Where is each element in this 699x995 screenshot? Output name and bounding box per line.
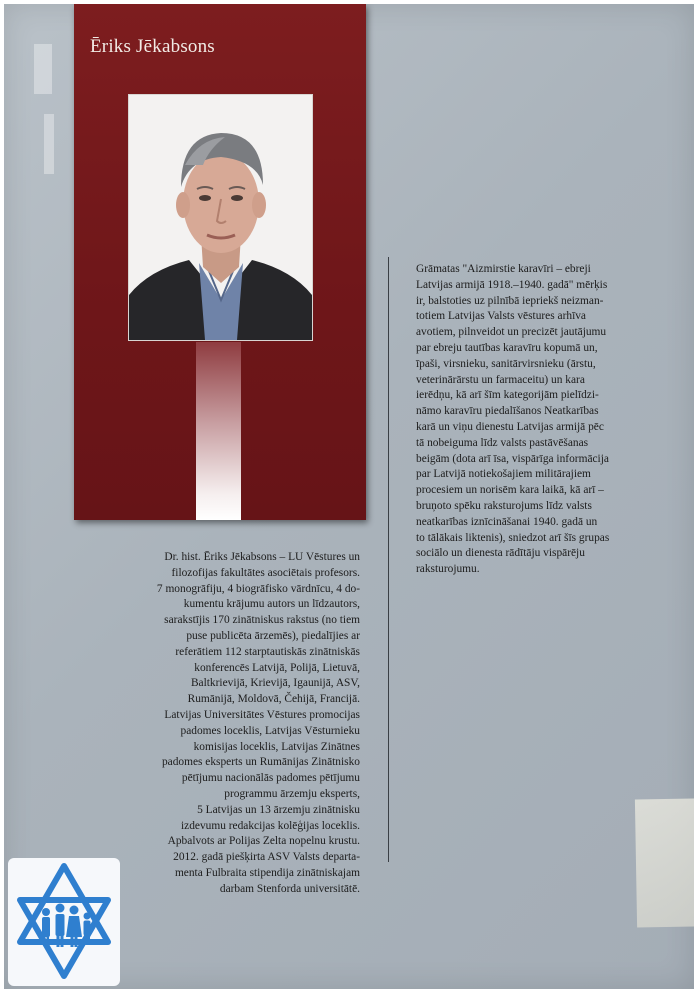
- decorative-gradient-bar: [196, 342, 241, 520]
- description-line: procesiem un norisēm kara laikā, kā arī –: [416, 484, 604, 497]
- bio-line: konferencēs Latvijā, Polijā, Lietuvā,: [194, 661, 360, 674]
- description-line: īpaši, virsnieku, sanitārvirsnieku (ārstu,: [416, 357, 596, 370]
- bio-line: komisijas loceklis, Latvijas Zinātnes: [193, 740, 360, 753]
- bio-line: Baltkrievijā, Krievijā, Igaunijā, ASV,: [190, 677, 360, 690]
- star-of-david-family-logo: [8, 858, 120, 986]
- bio-line: Rumānijā, Moldovā, Čehijā, Francijā.: [187, 693, 360, 706]
- bio-line: darbam Stenforda universitātē.: [219, 882, 360, 895]
- bio-line: 2012. gadā piešķirta ASV Valsts departa-: [173, 851, 360, 864]
- bio-line: kumentu krājumu autors un līdzautors,: [183, 598, 360, 611]
- description-line: neatkarības iznīcināšanai 1940. gadā un: [416, 515, 598, 528]
- bio-line: Latvijas Universitātes Vēstures promocijas: [164, 708, 360, 721]
- description-line: avotiem, pilnveidot un precizēt jautājumu: [416, 326, 607, 339]
- star-of-david-icon: [8, 858, 120, 986]
- description-line: bruņoto spēku raksturojums līdz valsts: [416, 499, 592, 512]
- description-line: tā nobeiguma līdz valsts pastāvēšanas: [416, 436, 589, 449]
- description-line: Latvijas armijā 1918.–1940. gadā" mērķis: [416, 278, 608, 291]
- description-line: to tālākais liktenis), sniedzot arī šīs grupas: [416, 531, 610, 544]
- cover-scuff: [44, 114, 54, 174]
- book-description: [416, 262, 656, 578]
- vertical-divider: [388, 257, 389, 862]
- description-line: par Latvijā notiekošajiem militārajiem: [416, 468, 591, 481]
- description-line: sociālo un dienesta rādītāju vispārēju: [416, 547, 585, 560]
- author-portrait-illustration: [129, 95, 312, 340]
- author-panel: [74, 4, 366, 520]
- description-line: raksturojumu.: [416, 563, 480, 576]
- bio-line: pētījumu nacionālās padomes pētījumu: [181, 772, 360, 785]
- description-line: beigām (dota arī īsa, vispārīga informācija: [416, 452, 609, 465]
- author-portrait-photo: [128, 94, 313, 341]
- description-line: karā un viņu dienestu Latvijas armijā pēc: [416, 420, 604, 433]
- bio-line: menta Fulbraita stipendija zinātniskajam: [174, 866, 360, 879]
- bio-line: 7 monogrāfiju, 4 biogrāfisko vārdnīcu, 4 do-: [156, 582, 360, 595]
- description-line: par ebreju tautības karavīru kopumā un,: [416, 341, 598, 354]
- bio-line: padomes eksperts un Rumānijas Zinātnisko: [161, 756, 360, 769]
- description-line: ierēdņu, kā arī šīm kategorijām pielīdzi-: [416, 389, 599, 402]
- cover-scuff: [34, 44, 52, 94]
- description-line: veterinārārstu un farmaceitu) un kara: [416, 373, 585, 386]
- bio-line: referātiem 112 starptautiskās zinātniskās: [175, 645, 360, 658]
- bio-line: 5 Latvijas un 13 ārzemju zinātnisku: [197, 803, 360, 816]
- book-back-cover: [4, 4, 694, 989]
- author-bio: [112, 550, 360, 898]
- bio-line: izdevumu redakcijas kolēģijas loceklis.: [180, 819, 360, 832]
- bio-line: sarakstījis 170 zinātniskus rakstus (no tiem: [164, 614, 360, 627]
- bio-line: programmu ārzemju eksperts,: [224, 787, 360, 800]
- description-line: totiem Latvijas Valsts vēstures arhīva: [416, 310, 586, 323]
- bio-line: Dr. hist. Ēriks Jēkabsons – LU Vēstures un: [164, 551, 360, 563]
- library-sticker-residue: [635, 798, 694, 927]
- bio-line: Apbalvots ar Polijas Zelta nopelnu krustu.: [167, 835, 360, 848]
- bio-line: padomes loceklis, Latvijas Vēsturnieku: [180, 724, 360, 737]
- bio-line: filozofijas fakultātes asociētais profesors.: [171, 566, 360, 579]
- description-line: ir, balstoties uz pilnībā iepriekš neizman-: [416, 294, 604, 307]
- bio-line: puse publicēta ārzemēs), piedalījies ar: [186, 629, 360, 642]
- description-line: nāmo karavīru piedalīšanos Neatkarības: [416, 405, 599, 418]
- author-name: Ēriks Jēkabsons: [90, 36, 215, 57]
- description-line: Grāmatas "Aizmirstie karavīri – ebreji: [416, 263, 591, 275]
